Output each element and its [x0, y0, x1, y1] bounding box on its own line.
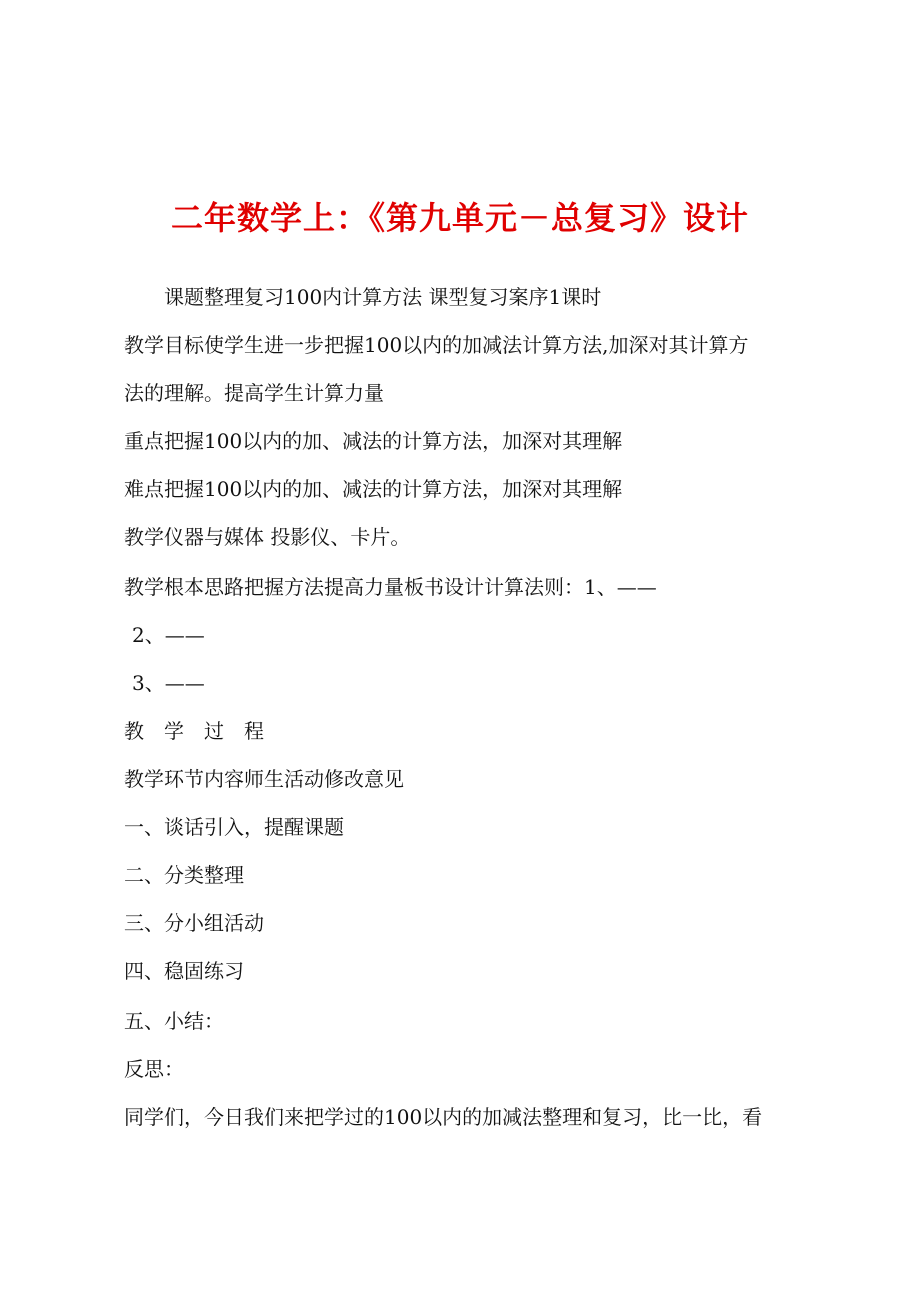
- document-title: 二年数学上：《第九单元－总复习》设计: [170, 199, 749, 237]
- board-design-line: 教学根本思路把握方法提高力量板书设计计算法则：1、——: [124, 575, 657, 599]
- step-4-line: 四、稳固练习: [124, 959, 244, 983]
- reflection-line: 反思：: [124, 1057, 184, 1081]
- media-line: 教学仪器与媒体 投影仪、卡片。: [124, 525, 411, 549]
- intro-paragraph-line: 同学们，今日我们来把学过的100以内的加减法整理和复习，比一比，看: [124, 1105, 763, 1129]
- teaching-goal-line-1: 教学目标使学生进一步把握100以内的加减法计算方法,加深对其计算方: [124, 333, 749, 357]
- difficulty-line: 难点把握100以内的加、减法的计算方法，加深对其理解: [124, 477, 623, 501]
- step-2-line: 二、分类整理: [124, 863, 244, 887]
- step-5-line: 五、小结：: [124, 1009, 224, 1033]
- step-3-line: 三、分小组活动: [124, 911, 264, 935]
- lesson-info-line: 课题整理复习100内计算方法 课型复习案序1课时: [164, 285, 602, 309]
- rule-3-line: 3、——: [132, 671, 205, 695]
- table-header-line: 教学环节内容师生活动修改意见: [124, 767, 404, 791]
- section-heading-process: 教学过程: [124, 719, 284, 743]
- teaching-goal-line-2: 法的理解。提高学生计算力量: [124, 381, 384, 405]
- step-1-line: 一、谈话引入，提醒课题: [124, 815, 344, 839]
- rule-2-line: 2、——: [132, 623, 205, 647]
- key-point-line: 重点把握100以内的加、减法的计算方法，加深对其理解: [124, 429, 623, 453]
